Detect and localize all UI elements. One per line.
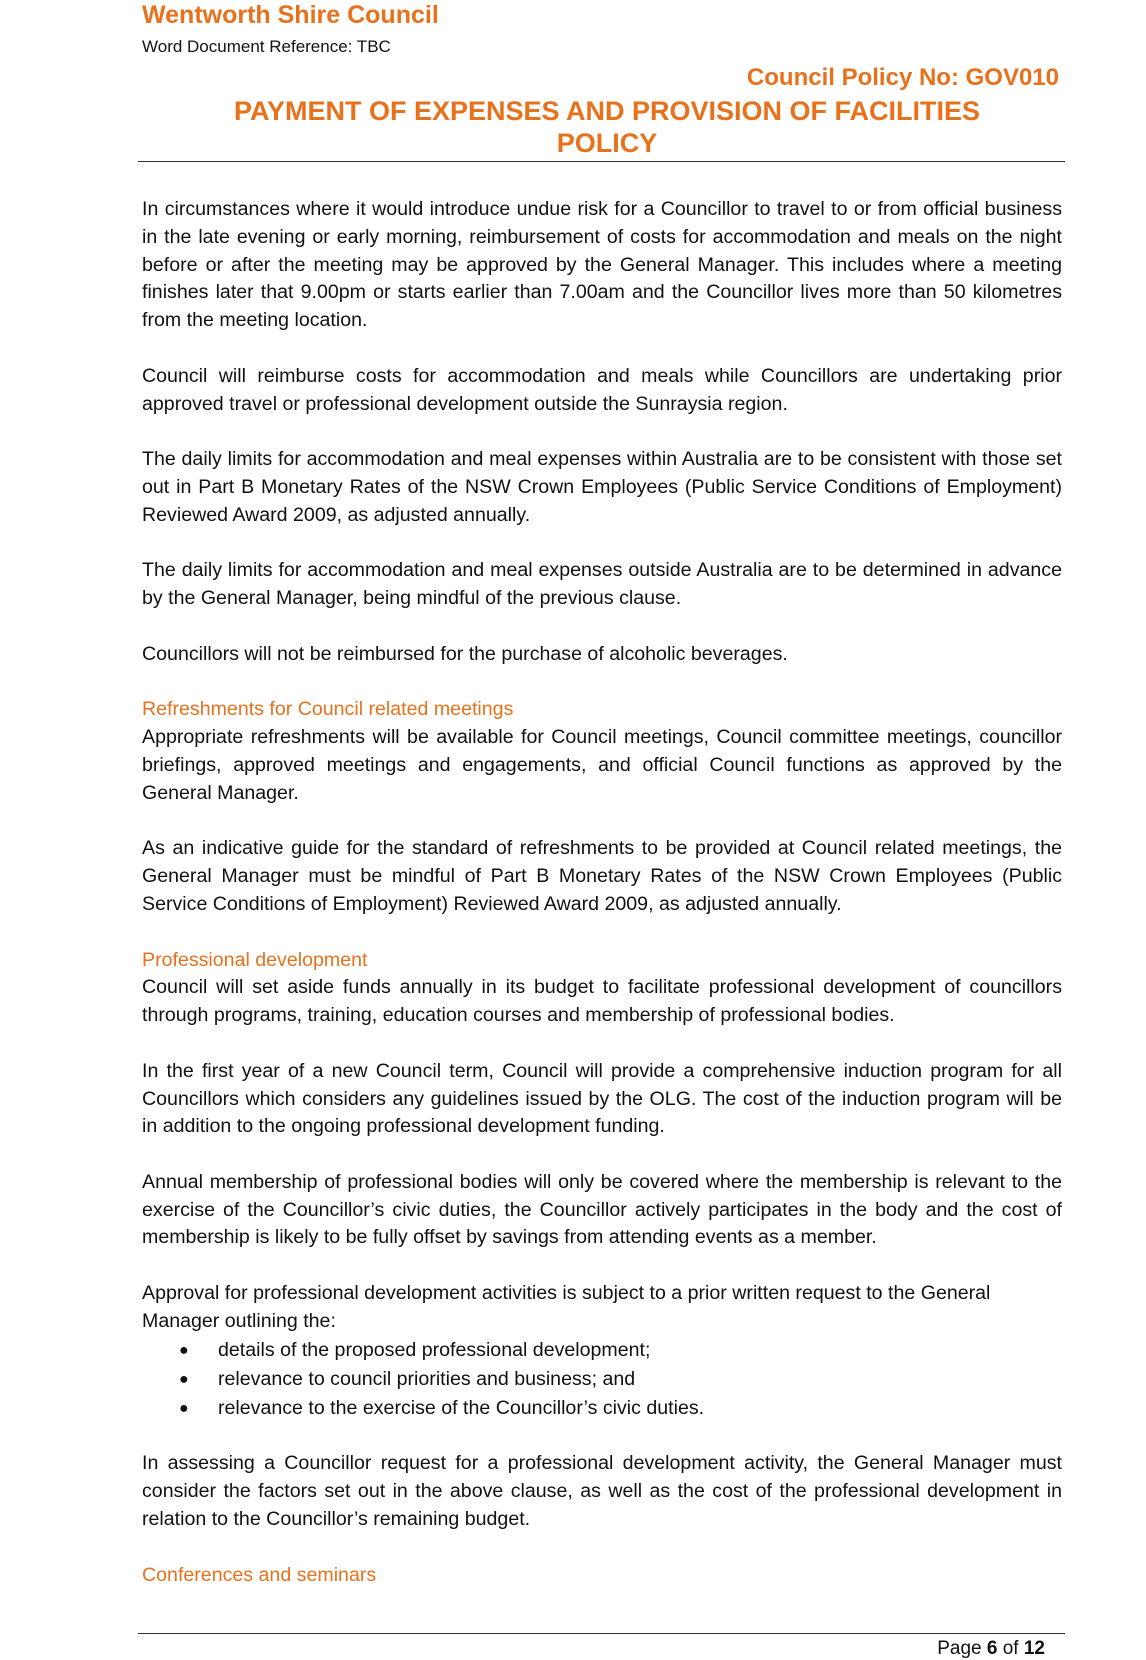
page-number — [937, 1638, 1045, 1660]
list-item-text: relevance to council priorities and business; and — [218, 1367, 636, 1390]
paragraph: Approval for professional development activities is subject to a prior written request to the General Manager outlining the: — [142, 1282, 991, 1332]
bullet-list — [142, 1336, 1062, 1423]
bullet-icon: ● — [179, 1370, 189, 1388]
paragraph: Councillors will not be reimbursed for the purchase of alcoholic beverages. — [142, 642, 788, 665]
paragraph: Appropriate refreshments will be available for Council meetings, Council committee meetings, councillor briefings, approved meetings and engagements, and official Council functions as approved by the General Manager. — [142, 726, 1062, 804]
policy-number: Council Policy No: GOV010 — [746, 64, 1059, 91]
list-item — [142, 1394, 1062, 1423]
paragraph: In the first year of a new Council term, Council will provide a comprehensive induction program for all Councillors which considers any guidelines issued by the OLG. The cost of the induction program will be in addition to the ongoing professional development funding. — [142, 1059, 1062, 1138]
document-reference: Word Document Reference: TBC — [142, 37, 391, 56]
header-divider — [138, 161, 1065, 162]
section-heading-professional-development: Professional development — [142, 948, 368, 971]
page-current: 6 — [986, 1638, 998, 1659]
footer-divider — [138, 1633, 1065, 1634]
list-item — [142, 1365, 1062, 1394]
policy-title-line-1: PAYMENT OF EXPENSES AND PROVISION OF FACILITIES — [233, 96, 981, 126]
paragraph: The daily limits for accommodation and meal expenses within Australia are to be consistent with those set out in Part B Monetary Rates of the NSW Crown Employees (Public Service Conditions of Employment) Reviewed Award 2009, as adjusted annually. — [142, 448, 1062, 526]
bullet-icon: ● — [179, 1341, 189, 1359]
paragraph: The daily limits for accommodation and meal expenses outside Australia are to be determined in advance by the General Manager, being mindful of the previous clause. — [142, 559, 1062, 610]
paragraph: In assessing a Councillor request for a professional development activity, the General Manager must consider the factors set out in the above clause, as well as the cost of the professional development in relation to the Councillor’s remaining budget. — [142, 1452, 1062, 1531]
org-name: Wentworth Shire Council — [142, 1, 439, 29]
section-heading-refreshments: Refreshments for Council related meetings — [142, 698, 514, 721]
paragraph: Annual membership of professional bodies will only be covered where the membership is relevant to the exercise of the Councillor’s civic duties, the Councillor actively participates in the body and the cost of membership is likely to be fully offset by savings from attending events as a member. — [142, 1170, 1062, 1249]
paragraph: Council will set aside funds annually in its budget to facilitate professional development of councillors through programs, training, education courses and membership of professional bodies. — [142, 976, 1062, 1027]
of-word: of — [1002, 1638, 1019, 1659]
paragraph: As an indicative guide for the standard of refreshments to be provided at Council related meetings, the General Manager must be mindful of Part B Monetary Rates of the NSW Crown Employees (Public Service Conditions of Employment) Reviewed Award 2009, as adjusted annually. — [142, 837, 1062, 915]
paragraph: In circumstances where it would introduce undue risk for a Councillor to travel to or from official business in the late evening or early morning, reimbursement of costs for accommodation and meals on the night before or after the meeting may be approved by the General Manager. This includes where a meeting finishes later that 9.00pm or starts earlier than 7.00am and the Councillor lives more than 50 kilometres from the meeting location. — [142, 198, 1062, 332]
page-total: 12 — [1023, 1638, 1045, 1659]
bullet-icon: ● — [179, 1399, 189, 1417]
list-item-text: relevance to the exercise of the Councillor’s civic duties. — [218, 1396, 705, 1419]
paragraph: Council will reimburse costs for accommodation and meals while Councillors are undertaking prior approved travel or professional development outside the Sunraysia region. — [142, 364, 1062, 415]
document-body — [142, 196, 1062, 1589]
policy-title-line-2: POLICY — [556, 128, 658, 158]
policy-title — [142, 95, 1072, 159]
list-item-text: details of the proposed professional development; — [218, 1338, 651, 1361]
list-item — [142, 1336, 1062, 1365]
page-word: Page — [937, 1638, 982, 1659]
section-heading-conferences: Conferences and seminars — [142, 1563, 377, 1586]
